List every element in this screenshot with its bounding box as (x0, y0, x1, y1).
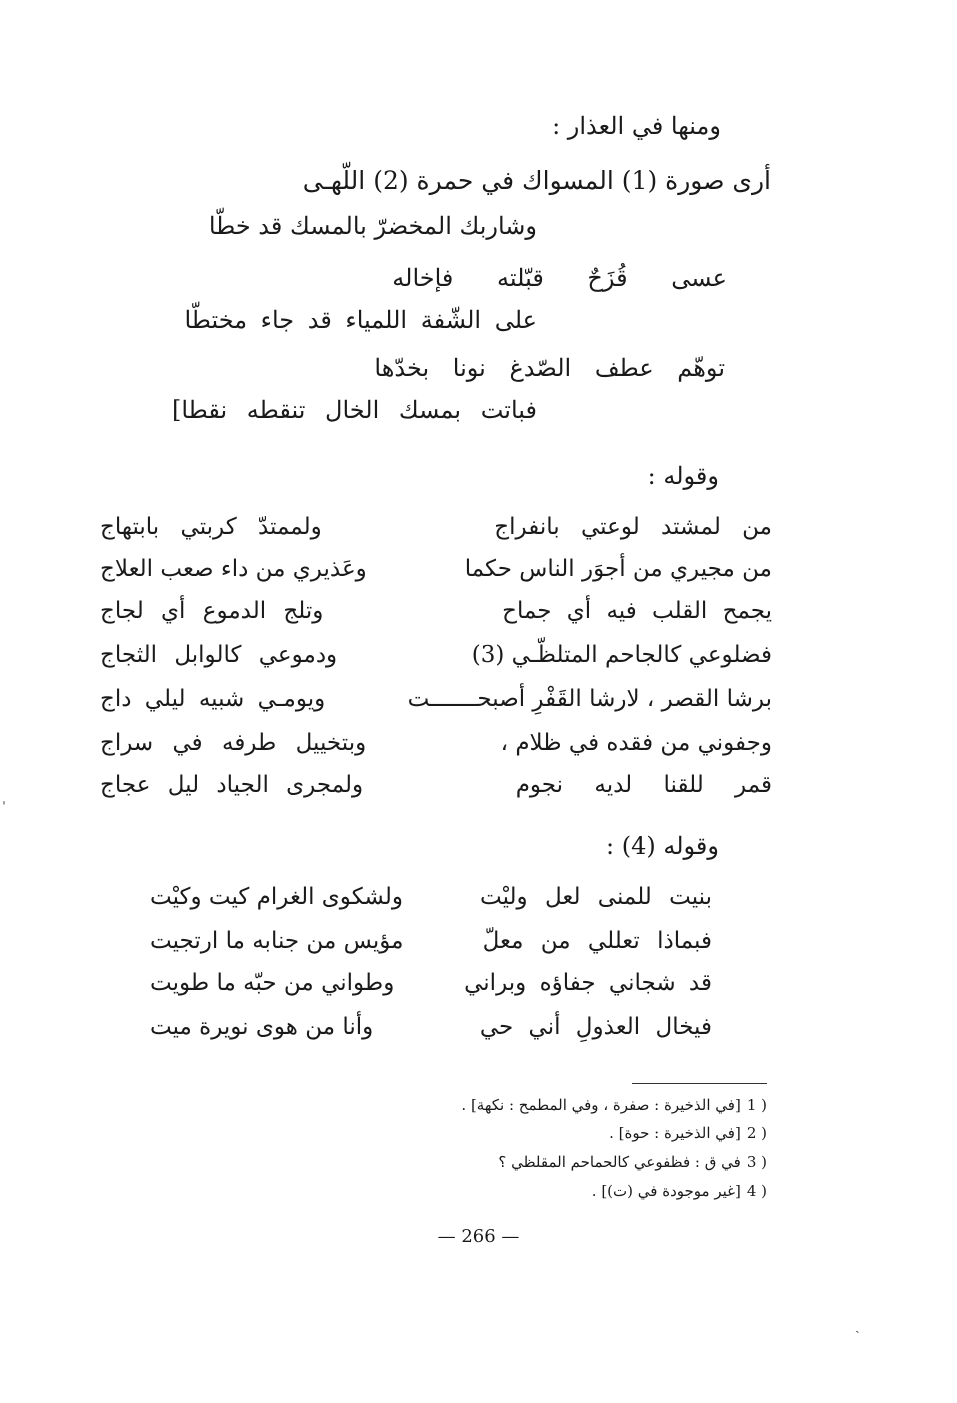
hemistich-first: من لمشتد لوعتي بانفراج (494, 514, 772, 540)
footnote (498, 1153, 767, 1171)
footnote-divider (632, 1083, 767, 1084)
footnote-text: [في الذخيرة : صفرة ، وفي المطمح : نكهة] . (461, 1096, 741, 1114)
hemistich-second: وعَذيري من داء صعب العلاج (100, 556, 367, 582)
hemistich-second: وبتخييل طرفه في سراج (100, 730, 367, 756)
couplet (100, 730, 772, 770)
footnote-text: [في الذخيرة : حوة] . (609, 1124, 741, 1142)
couplet (100, 556, 772, 596)
couplet (150, 970, 712, 1010)
couplet (100, 598, 772, 638)
hemistich-second: ولممتدّ كربتي بابتهاج (100, 514, 322, 540)
hemistich-second: ولشكوى الغرام كيت وكيْت (150, 884, 404, 910)
couplet (100, 686, 772, 726)
footnote-number: 3 ) (746, 1153, 767, 1171)
hemistich-first: فبماذا تعللي من معلّ (482, 928, 712, 954)
footnote (592, 1182, 767, 1200)
hemistich-first: يجمح القلب فيه أي جماح (502, 598, 772, 624)
hemistich-first: قمر للقنا لديه نجوم (515, 772, 772, 798)
hemistich-second: ولمجرى الجياد ليل عجاج (100, 772, 364, 798)
poem-line: أرى صورة (1) المسواك في حمرة (2) اللّهـى (302, 166, 771, 195)
hemistich-second: وطواني من حبّه ما طويت (150, 970, 395, 996)
poem-verse: توهّم عطف الصّدغ نونا بخدّها (374, 354, 725, 382)
hemistich-second: وأنا من هوى نويرة ميت (150, 1014, 374, 1040)
poem-verse: عسى قُزَحٌ قبّلته فإخاله (392, 264, 727, 292)
footnote-text: [غير موجودة في (ت)] . (591, 1182, 741, 1200)
couplet (150, 884, 712, 924)
hemistich-first: فضلوعي كالجاحم المتلظّـي (3) (471, 642, 772, 668)
footnote-number: 4 ) (746, 1182, 767, 1200)
scan-mark: ˎ (855, 1318, 860, 1334)
hemistich-second: ودموعي كالوابل الثجاج (100, 642, 338, 668)
couplet (100, 772, 772, 812)
footnote-text: في ق : فظفوعي كالحماحم المقلظي ؟ (498, 1153, 741, 1171)
hemistich-first: برشا القصر ، لارشا القَفْرِ أصبحـــــــت (407, 686, 772, 712)
poem-verse: فباتت بمسك الخال تنقطه نقطا] (171, 396, 537, 424)
section-heading: وقوله (4) : (606, 832, 719, 860)
footnote-number: 1 ) (746, 1096, 767, 1114)
hemistich-first: من مجيري من أجوَر الناس حكما (464, 556, 772, 582)
poem-verse: وشاربك المخضرّ بالمسك قد خطّا (208, 212, 537, 240)
couplet (100, 642, 772, 682)
couplet (150, 928, 712, 968)
hemistich-second: وتلج الدموع أي لجاج (100, 598, 324, 624)
hemistich-first: فيخال العذولِ أني حي (479, 1014, 712, 1040)
hemistich-first: بنيت للمنى لعل وليْت (480, 884, 712, 910)
hemistich-second: مؤيس من جنابه ما ارتجيت (150, 928, 404, 954)
couplet (150, 1014, 712, 1054)
footnote (609, 1124, 767, 1142)
hemistich-second: ويومـي شبيه ليلي داج (100, 686, 326, 712)
page-number: — 266 — (437, 1226, 520, 1247)
footnote-number: 2 ) (746, 1124, 767, 1142)
poem-verse: على الشّفة اللمياء قد جاء مختطّا (184, 306, 537, 334)
footnote (461, 1096, 767, 1114)
scan-mark: ˈ (2, 800, 6, 816)
hemistich-first: قد شجاني جفاؤه وبراني (464, 970, 712, 996)
hemistich-first: وجفوني من فقده في ظلام ، (500, 730, 772, 756)
section-heading: وقوله : (647, 462, 719, 490)
section-heading: ومنها في العذار : (552, 112, 721, 140)
couplet (100, 514, 772, 554)
